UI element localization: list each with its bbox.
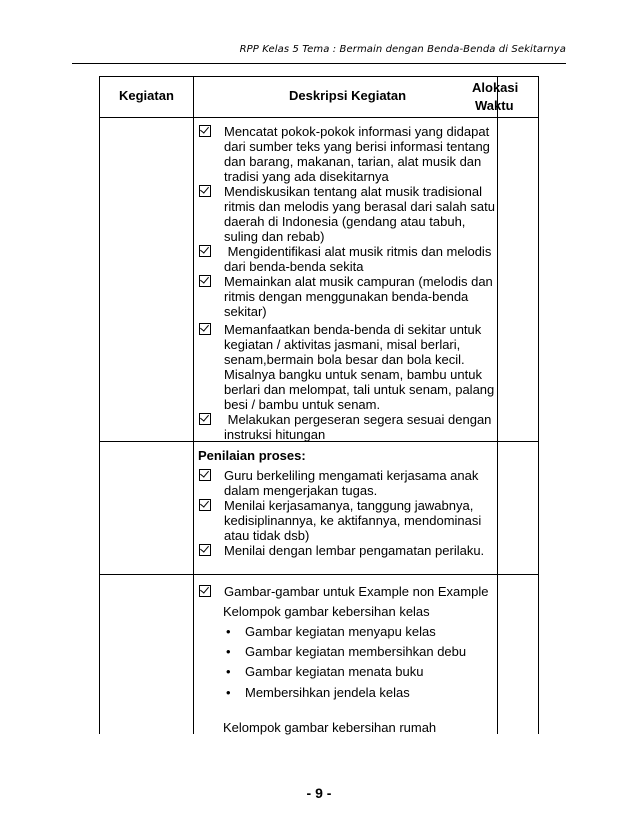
item-text-line: Mencatat pokok-pokok informasi yang didapat [224, 124, 490, 139]
bullet-text: Gambar kegiatan menyapu kelas [245, 624, 436, 639]
page-number: - 9 - [306, 785, 332, 801]
item-text-line: kegiatan / aktivitas jasmani, misal berlari, [224, 337, 461, 352]
bullet-icon: • [226, 624, 231, 639]
item-text-line: instruksi hitungan [224, 427, 326, 442]
item-text-line: Mengidentifikasi alat musik ritmis dan melodis [224, 244, 492, 259]
running-header: RPP Kelas 5 Tema : Bermain dengan Benda-Benda di Sekitarnya [239, 44, 566, 55]
bullet-icon: • [226, 644, 231, 659]
checkbox-icon [199, 245, 211, 257]
item-text-line: Misalnya bangku untuk senam, bambu untuk [224, 367, 482, 382]
checkbox-icon [199, 585, 211, 597]
header-rule [72, 63, 566, 64]
item-text-line: Menilai kerjasamanya, tanggung jawabnya, [224, 498, 474, 513]
item-text-line: dari benda-benda sekita [224, 259, 364, 274]
item-text-line: Melakukan pergeseran segera sesuai dengan [224, 412, 492, 427]
item-text-line: Guru berkeliling mengamati kerjasama anak [224, 468, 479, 483]
media-item-text: Gambar-gambar untuk Example non Example [224, 584, 489, 599]
item-text-line: sekitar) [224, 304, 267, 319]
checkbox-icon [199, 323, 211, 335]
column-header-deskripsi: Deskripsi Kegiatan [289, 88, 407, 103]
checkbox-icon [199, 499, 211, 511]
item-text-line: Menilai dengan lembar pengamatan perilaku. [224, 543, 485, 558]
column-header-waktu: Waktu [475, 98, 514, 113]
item-text-line: senam,bermain bola besar dan bola kecil. [224, 352, 465, 367]
item-text-line: ritmis dan melodis yang berasal dari salah satu [224, 199, 495, 214]
item-text-line: daerah di Indonesia (gendang atau tabuh, [224, 214, 466, 229]
activity-table [99, 76, 539, 734]
row-divider-assessment [99, 574, 539, 575]
item-text-line: Memainkan alat musik campuran (melodis dan [224, 274, 493, 289]
item-text-line: dan barang, makanan, tarian, alat musik dan [224, 154, 482, 169]
item-text-line: berlari dan melompat, tali untuk senam, palang [224, 382, 495, 397]
checkbox-icon [199, 469, 211, 481]
media-group-1: Kelompok gambar kebersihan kelas [223, 604, 430, 619]
bullet-icon: • [226, 685, 231, 700]
table-column-divider-2 [497, 76, 498, 734]
table-border-top [99, 76, 539, 77]
item-text-line: dari sumber teks yang berisi informasi tentang [224, 139, 490, 154]
checkbox-icon [199, 413, 211, 425]
media-group-2: Kelompok gambar kebersihan rumah [223, 720, 437, 735]
item-text-line: suling dan rebab) [224, 229, 325, 244]
table-column-divider-1 [193, 76, 194, 734]
item-text-line: dalam mengerjakan tugas. [224, 483, 378, 498]
item-text-line: Memanfaatkan benda-benda di sekitar untuk [224, 322, 482, 337]
header-row-divider [99, 117, 539, 118]
checkbox-icon [199, 544, 211, 556]
checkbox-icon [199, 185, 211, 197]
checkbox-icon [199, 125, 211, 137]
bullet-text: Membersihkan jendela kelas [245, 685, 410, 700]
item-text-line: atau tidak dsb) [224, 528, 310, 543]
table-border-right [538, 76, 539, 734]
column-header-kegiatan: Kegiatan [119, 88, 174, 103]
bullet-text: Gambar kegiatan menata buku [245, 664, 424, 679]
assessment-title: Penilaian proses: [198, 448, 306, 463]
column-header-alokasi: Alokasi [472, 80, 519, 95]
item-text-line: tradisi yang ada disekitarnya [224, 169, 389, 184]
table-border-left [99, 76, 100, 734]
item-text-line: ritmis dengan menggunakan benda-benda [224, 289, 469, 304]
bullet-text: Gambar kegiatan membersihkan debu [245, 644, 467, 659]
item-text-line: besi / bambu untuk senam. [224, 397, 381, 412]
item-text-line: kedisiplinannya, ke aktifannya, mendominasi [224, 513, 482, 528]
bullet-icon: • [226, 664, 231, 679]
item-text-line: Mendiskusikan tentang alat musik tradisional [224, 184, 482, 199]
checkbox-icon [199, 275, 211, 287]
